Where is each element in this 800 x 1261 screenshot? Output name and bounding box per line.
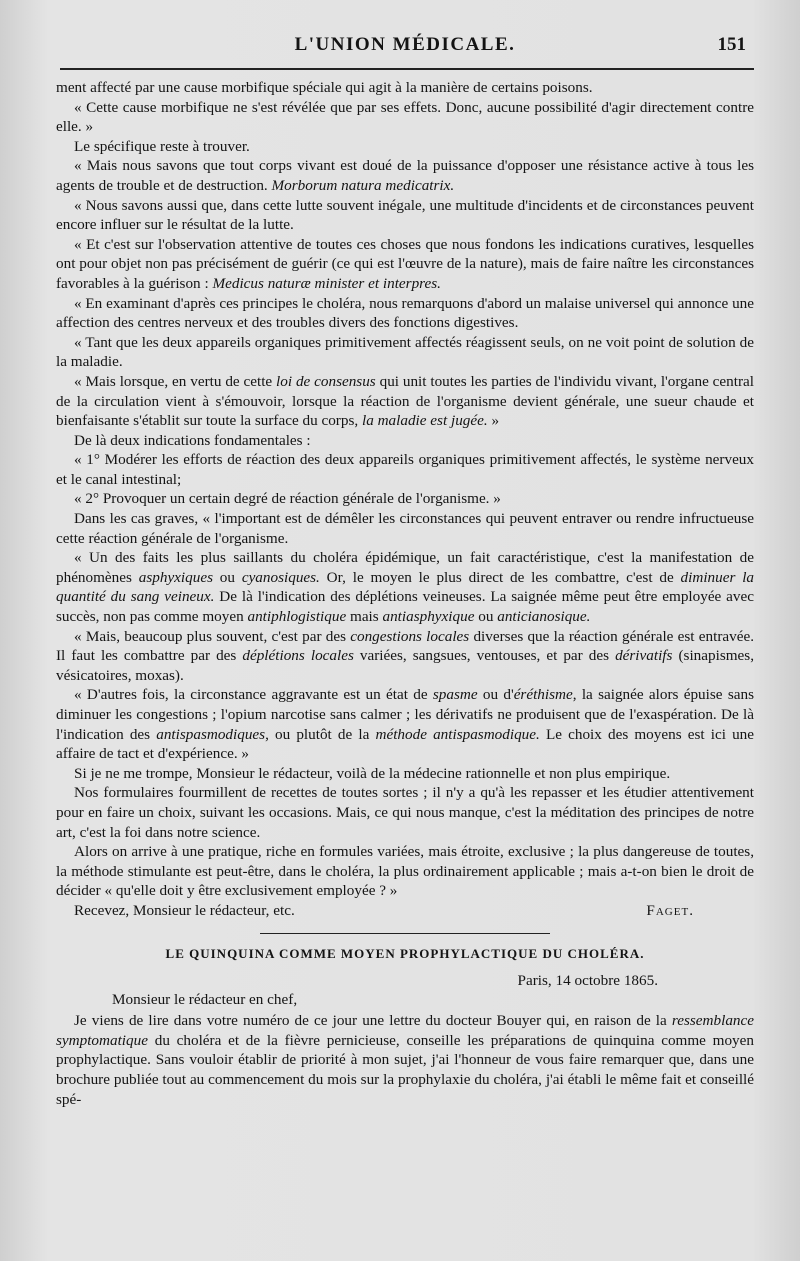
- sign-off-text: Recevez, Monsieur le rédacteur, etc.: [74, 901, 295, 919]
- sign-off: [56, 901, 754, 921]
- header-rule: [60, 68, 754, 70]
- signature: Faget.: [646, 901, 694, 919]
- paragraph: Nos formulaires fourmillent de recettes de toutes sortes ; il n'y a qu'à les repasser et les étudier attentivement pour en faire un choix, suivant les occasions. Mais, ce qui nous manque, c'est la méditation des principes de notre art, c'est la foi dans notre science.: [56, 784, 754, 841]
- paragraph: « Nous savons aussi que, dans cette lutte souvent inégale, une multitude d'incidents et de circonstances peuvent encore influer sur le résultat de la lutte.: [56, 196, 754, 234]
- paragraph: Alors on arrive à une pratique, riche en formules variées, mais étroite, exclusive ; la plus dangereuse de toutes, la méthode stimulante est peut-être, dans le choléra, la plus ordinairement applicable ; mais a-t-on bien le droit de décider « qu'elle doit y être exclusivement employée ? »: [56, 843, 754, 900]
- running-title: L'UNION MÉDICALE.: [294, 34, 516, 55]
- paragraph: Si je ne me trompe, Monsieur le rédacteur, voilà de la médecine rationnelle et non plus empirique.: [74, 764, 671, 782]
- article-separator: [260, 933, 550, 934]
- paragraph: « Mais, beaucoup plus souvent, c'est par des congestions locales diverses que la réaction générale est entravée. Il faut les combattre par des déplétions locales variées, sangsues, ventouses, et par des dérivatifs (sinapismes, vésicatoires, moxas).: [56, 627, 754, 684]
- paragraph: « Mais nous savons que tout corps vivant est doué de la puissance d'opposer une résistance active à tous les agents de trouble et de destruction. Morborum natura medicatrix.: [56, 157, 754, 194]
- paragraph: « Un des faits les plus saillants du choléra épidémique, un fait caractéristique, c'est la manifestation de phénomènes asphyxiques ou cyanosiques. Or, le moyen le plus direct de les combattre, c'est de diminuer la quantité du sang veineux. De là l'indication des déplétions veineuses. La saignée même peut être employée avec succès, non pas comme moyen antiphlogistique mais antiasphyxique ou anticianosique.: [56, 549, 755, 626]
- paragraph: Le spécifique reste à trouver.: [74, 137, 250, 155]
- paragraph: Dans les cas graves, « l'important est de démêler les circonstances qui peuvent entraver ou rendre infructueuse cette réaction générale de l'organisme.: [56, 510, 754, 547]
- paragraph: ment affecté par une cause morbifique spéciale qui agit à la manière de certains poisons.: [56, 79, 593, 96]
- paragraph: « En examinant d'après ces principes le choléra, nous remarquons d'abord un malaise universel qui annonce une affection des centres nerveux et des troubles divers des fonctions digestives.: [56, 294, 754, 332]
- paragraph: « 2° Provoquer un certain degré de réaction générale de l'organisme. »: [74, 490, 501, 508]
- paragraph: « Cette cause morbifique ne s'est révélée que par ses effets. Donc, aucune possibilité d'agir directement contre elle. »: [56, 98, 754, 136]
- page-header: [56, 28, 754, 62]
- paragraph-list: [56, 78, 754, 901]
- paragraph: « Mais lorsque, en vertu de cette loi de consensus qui unit toutes les parties de l'individu vivant, l'organe central de la circulation vient à s'émouvoir, lorsque la réaction de l'organisme devient générale, une sueur chaude et bienfaisante s'établit sur toute la surface du corps, la maladie est jugée. »: [56, 372, 754, 430]
- paragraph: De là deux indications fondamentales :: [74, 431, 311, 449]
- paragraph: « Tant que les deux appareils organiques primitivement affectés réagissent seuls, on ne voit point de solution de la maladie.: [56, 333, 754, 371]
- paragraph: « D'autres fois, la circonstance aggravante est un état de spasme ou d'éréthisme, la saignée alors épuise sans diminuer les congestions ; l'opium narcotise sans calmer ; les dérivatifs ne produisent que de l'exaspération. De là l'indication des antispasmodiques, ou plutôt de la méthode antispasmodique. Le choix des moyens est ici une affaire de tact et d'expérience. »: [56, 686, 754, 763]
- article2-paragraph: Je viens de lire dans votre numéro de ce jour une lettre du docteur Bouyer qui, en raison de la ressemblance symptomatique du choléra et de la fièvre pernicieuse, conseille les préparations de quinquina comme moyen prophylactique. Sans vouloir établir de priorité à mon sujet, j'ai l'honneur de vous faire remarquer que, dans une brochure publiée tout au commencement du mois sur la prophylaxie du choléra, j'ai établi le même fait et conseillé spé-: [56, 1012, 754, 1108]
- page-number: 151: [717, 34, 746, 55]
- article-title: LE QUINQUINA COMME MOYEN PROPHYLACTIQUE DU CHOLÉRA.: [165, 945, 645, 961]
- article-body: [56, 78, 754, 1109]
- paragraph: « Et c'est sur l'observation attentive de toutes ces choses que nous fondons les indications curatives, lesquelles ont pour objet non pas précisément de guérir (ce qui est l'œuvre de la nature), mais de faire naître les circonstances favorables à la guérison : Medicus naturæ minister et interpres.: [56, 235, 754, 292]
- dateline: Paris, 14 octobre 1865.: [517, 972, 658, 990]
- paragraph: « 1° Modérer les efforts de réaction des deux appareils organiques primitivement affectés, le système nerveux et le canal intestinal;: [56, 451, 754, 488]
- salutation: Monsieur le rédacteur en chef,: [112, 991, 298, 1009]
